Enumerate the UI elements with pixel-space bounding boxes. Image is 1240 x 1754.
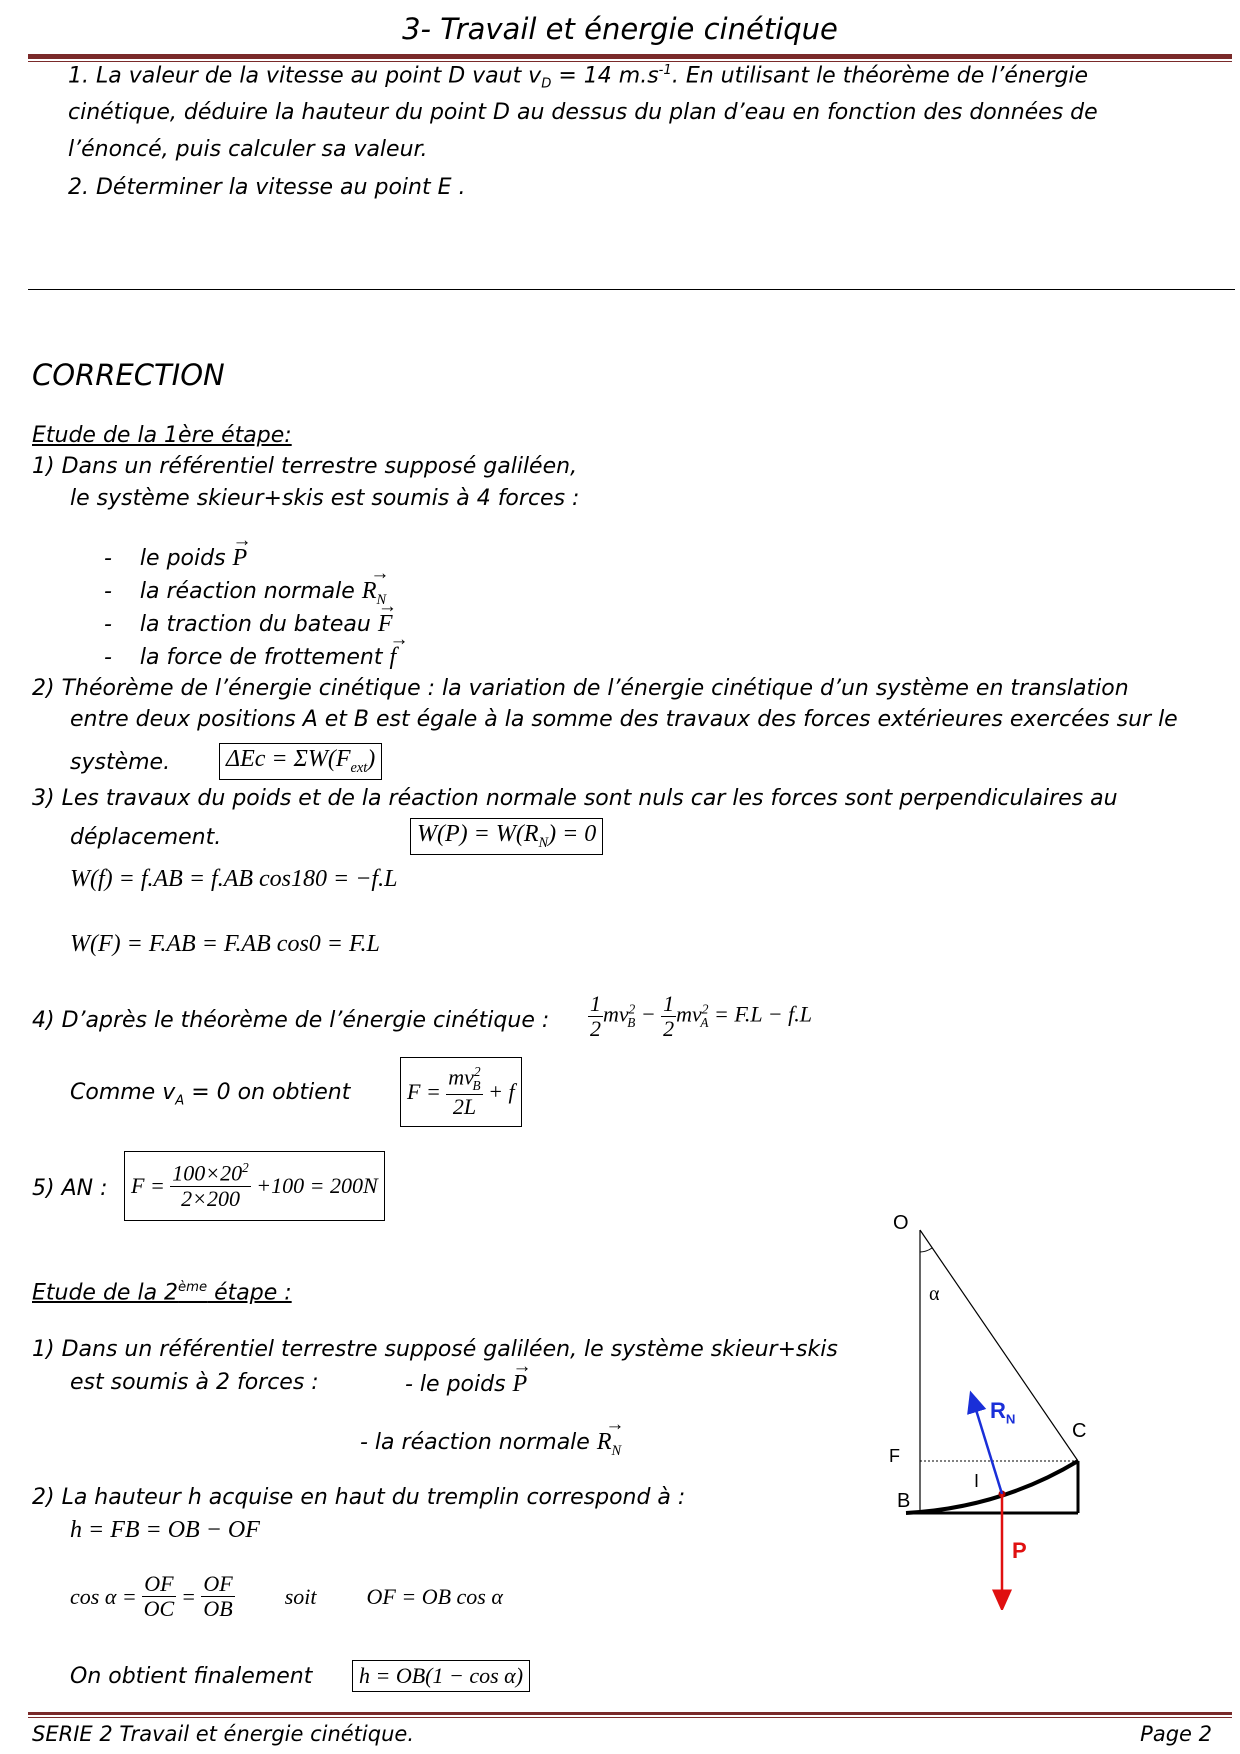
s1-item4b: Comme $v_A = 0$ on obtient: [70, 1080, 351, 1109]
force-item: - le poids → P: [104, 544, 247, 573]
force-item: - la réaction normale → $R_N$: [104, 577, 398, 609]
s2-item2: 2) La hauteur h acquise en haut du tremplin correspond à :: [32, 1485, 686, 1510]
s1-item3a: 3) Les travaux du poids et de la réaction normale sont nuls car les forces sont perpendiculaires au: [32, 786, 1118, 811]
force-item: - la traction du bateau → F: [104, 610, 393, 639]
s1-item2b: entre deux positions A et B est égale à la somme des travaux des forces extérieures exercées sur le: [70, 707, 1178, 732]
eq-work-friction: W(f) = f.AB = f.AB cos180 = −f.L: [70, 866, 398, 892]
header-rule-thin: [28, 61, 1232, 62]
label-f: F: [889, 1446, 900, 1466]
eq-numeric-application: F = $\frac{100\times 20^2}{2\times 200}$ +100 = 200N: [124, 1151, 385, 1221]
question-1: 1. La valeur de la vitesse au point D vaut $v_D = 14$ $m.s^{-1}$. En utilisant le théorème de l’énergie: [68, 63, 1089, 92]
s2-final: On obtient finalement: [70, 1664, 313, 1689]
label-b: B: [897, 1490, 911, 1512]
s1-item4: 4) D’après le théorème de l’énergie cinétique :: [32, 1008, 550, 1033]
label-c: C: [1072, 1420, 1087, 1442]
force-item: - la force de frottement → f: [104, 643, 396, 672]
header-rule: [28, 54, 1232, 59]
page-title: 3- Travail et énergie cinétique: [402, 12, 838, 46]
s2-item1b: est soumis à 2 forces :: [70, 1370, 319, 1395]
label-p: P: [1012, 1538, 1027, 1563]
s2-force-weight: - le poids → P: [405, 1370, 527, 1399]
footer-page: Page 2: [1140, 1722, 1212, 1746]
ramp-curve: [906, 1461, 1078, 1513]
footer-rule: [28, 1712, 1232, 1715]
s2-force-normal: - la réaction normale → $R_N$: [360, 1428, 633, 1460]
eq-height: h = FB = OB − OF: [70, 1517, 260, 1543]
angle-arc: [920, 1248, 932, 1252]
eq-work-zero: $W(P) = W(R_N) = 0$: [410, 818, 603, 855]
question-2: 2. Déterminer la vitesse au point E .: [68, 175, 466, 200]
s1-item2a: 2) Théorème de l’énergie cinétique : la variation de l’énergie cinétique d’un système en translation: [32, 676, 1129, 701]
s1-item1a: 1) Dans un référentiel terrestre supposé galiléen,: [32, 454, 578, 479]
s1-item1b: le système skieur+skis est soumis à 4 forces :: [70, 486, 580, 511]
label-alpha: α: [929, 1283, 940, 1305]
footer-rule-thin: [28, 1717, 1232, 1718]
eq-work-traction: W(F) = F.AB = F.AB cos0 = F.L: [70, 931, 380, 957]
question-1-line3: l’énoncé, puis calculer sa valeur.: [68, 137, 428, 162]
s1-item2c: système.: [70, 750, 171, 775]
step2-title: Etude de la 2ème étape :: [32, 1280, 292, 1306]
s1-item3b: déplacement.: [70, 825, 222, 850]
s2-item1a: 1) Dans un référentiel terrestre supposé galiléen, le système skieur+skis: [32, 1337, 838, 1362]
eq-final-height: h = OB(1 − cos α): [352, 1660, 530, 1692]
eq-energy-balance: $\frac{1}{2}$ $mv^2_B$ − $\frac{1}{2}$ $mv^2_A = F.L - f.L$: [590, 991, 812, 1042]
eq-force-result: F = $\frac{mv^2_B}{2L}$ + f: [400, 1057, 522, 1127]
section-divider: [28, 289, 1235, 290]
eq-cosine: cos α = $\frac{OF}{OC}$ = $\frac{OF}{OB}$ soit OF = OB cos α: [70, 1571, 503, 1622]
step1-title: Etude de la 1ère étape:: [32, 423, 292, 448]
label-rn: $R_N$: [990, 1398, 1016, 1427]
eq-energy-theorem: $\Delta Ec = \Sigma W(F_{ext})$: [219, 743, 382, 780]
question-1-line2: cinétique, déduire la hauteur du point D au dessus du plan d’eau en fonction des données de: [68, 100, 1098, 125]
label-o: O: [893, 1212, 909, 1234]
s1-item5: 5) AN :: [32, 1176, 108, 1201]
label-i: I: [974, 1471, 980, 1491]
footer-left: SERIE 2 Travail et énergie cinétique.: [32, 1722, 414, 1746]
correction-title: CORRECTION: [32, 358, 225, 392]
